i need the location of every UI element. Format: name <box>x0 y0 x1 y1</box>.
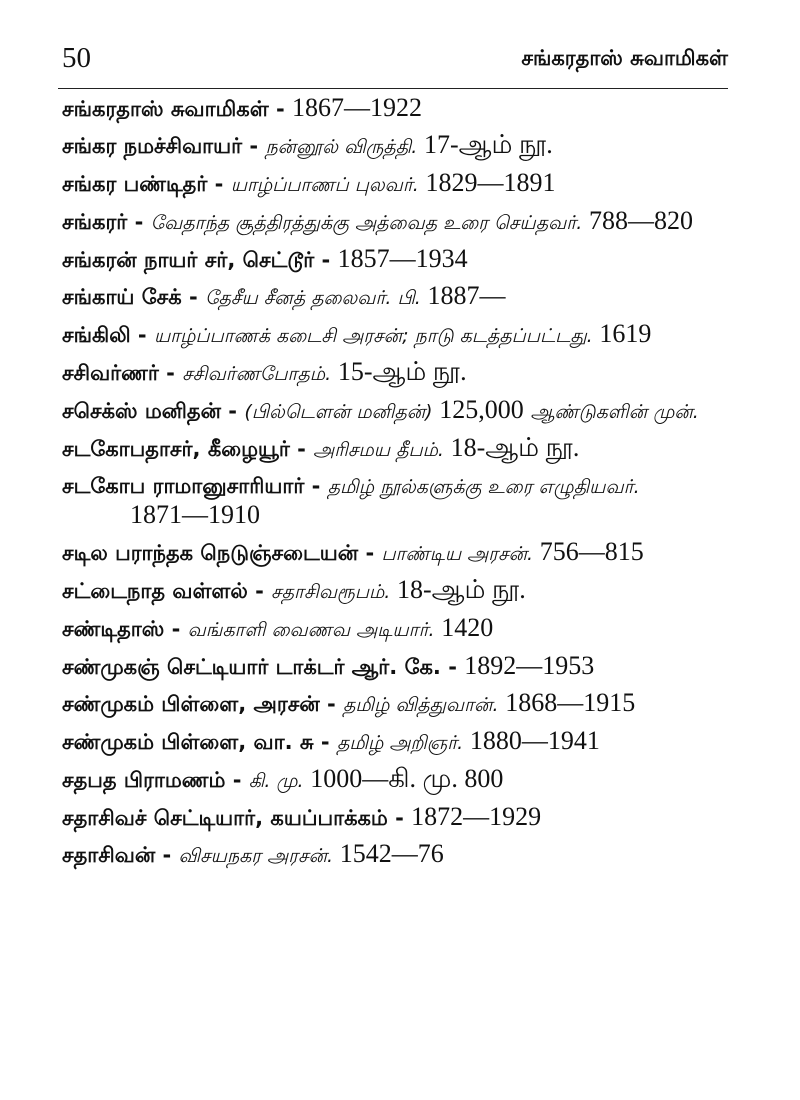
entry-term: சண்டிதாஸ் <box>62 617 165 641</box>
entry-date: 756—815 <box>539 537 644 566</box>
entry <box>62 614 726 644</box>
entry-date: 1829—1891 <box>425 168 556 197</box>
entry <box>62 472 726 530</box>
entry-term: சதபத பிராமணம் <box>62 768 226 792</box>
entry <box>62 169 726 199</box>
entry-date: 1872—1929 <box>411 802 542 831</box>
entry <box>62 434 726 464</box>
entry-separator: - <box>313 730 337 754</box>
entry-separator: - <box>289 437 314 461</box>
entry-description: யாழ்ப்பாணக் கடைசி அரசன்; நாடு கடத்தப்பட்டது. <box>153 325 593 347</box>
entry-date: 1871—1910 <box>130 500 260 529</box>
entry-term: சட்டைநாத வள்ளல் <box>62 579 248 603</box>
entry-date: 18-ஆம் நூ. <box>450 433 580 462</box>
entry-term: சங்கர பண்டிதர் <box>62 172 208 196</box>
entry-separator: - <box>314 248 338 272</box>
entry <box>62 689 726 719</box>
entry-date: 1867—1922 <box>292 93 422 122</box>
entry-term: சண்முகஞ் செட்டியார் டாக்டர் ஆர். கே. <box>62 655 441 679</box>
entry-separator: - <box>127 210 151 234</box>
entry-term: சதாசிவச் செட்டியார், கயப்பாக்கம் <box>62 806 388 830</box>
entry <box>62 396 726 426</box>
entry-separator: - <box>181 285 206 309</box>
entry-description: யாழ்ப்பாணப் புலவர். <box>230 174 419 196</box>
entry <box>62 320 726 350</box>
entry-date: 1000—கி. மு. 800 <box>310 764 504 793</box>
entry <box>62 131 726 161</box>
entry-term: சதாசிவன் <box>62 843 156 867</box>
entry-term: சடகோபதாசர், கீழையூர் <box>62 437 290 461</box>
entry-description: வேதாந்த சூத்திரத்துக்கு அத்வைத உரை செய்தவர். <box>150 212 583 234</box>
entry <box>62 765 726 795</box>
entry-separator: - <box>220 399 245 423</box>
page-header <box>58 42 728 82</box>
entry-date: 18-ஆம் நூ. <box>397 575 526 604</box>
entry-term: சங்கரர் <box>62 210 128 234</box>
entry-separator: - <box>247 579 272 603</box>
entry <box>62 727 726 757</box>
entry-separator: - <box>440 655 465 679</box>
entry-date: 1892—1953 <box>464 651 595 680</box>
entry-term: சசெக்ஸ் மனிதன் <box>62 399 221 423</box>
entry-separator: - <box>242 134 266 158</box>
entry-separator: - <box>358 541 382 565</box>
entry-term: சங்கரதாஸ் சுவாமிகள் <box>62 97 269 121</box>
entry-description: சசிவர்ணபோதம். <box>182 363 332 385</box>
entry-list <box>62 94 726 878</box>
entry-description: விசயநகர அரசன். <box>178 845 334 867</box>
entry-date: 1619 <box>599 319 652 348</box>
entry-separator: - <box>130 323 154 347</box>
entry-separator: - <box>164 617 188 641</box>
entry-separator: - <box>158 361 183 385</box>
entry-separator: - <box>155 843 179 867</box>
entry-description: வங்காளி வைணவ அடியார். <box>187 619 435 641</box>
entry <box>62 803 726 832</box>
entry-description: நன்னூல் விருத்தி. <box>265 136 418 158</box>
entry-separator: - <box>319 692 344 716</box>
entry-term: சங்கிலி <box>62 323 131 347</box>
entry-description: தமிழ் வித்துவான். <box>343 694 499 716</box>
entry-description: சதாசிவரூபம். <box>271 581 391 603</box>
entry-term: சசிவர்ணர் <box>62 361 159 385</box>
entry <box>62 282 726 312</box>
entry-separator: - <box>304 474 328 498</box>
entry-description: கி. மு. <box>248 770 304 792</box>
entry-date: 1868—1915 <box>505 688 636 717</box>
entry-term: சடில பராந்தக நெடுஞ்சடையன் <box>62 541 359 565</box>
entry-term: சண்முகம் பிள்ளை, வா. சு <box>62 730 314 754</box>
entry-description: தமிழ் நூல்களுக்கு உரை எழுதியவர். <box>327 476 640 498</box>
entry-date: 15-ஆம் நூ. <box>337 357 467 386</box>
entry-term: சங்கரன் நாயர் சர், செட்டூர் <box>62 248 315 272</box>
entry-separator: - <box>207 172 231 196</box>
entry-term: சங்கர நமச்சிவாயர் <box>62 134 243 158</box>
entry-separator: - <box>225 768 249 792</box>
entry-date: 125,000 <box>439 395 524 424</box>
entry-term: சண்முகம் பிள்ளை, அரசன் <box>62 692 320 716</box>
entry-date: 1857—1934 <box>337 244 468 273</box>
entry <box>62 358 726 388</box>
entry-description: பாண்டிய அரசன். <box>381 543 534 565</box>
entry-description-tail: ஆண்டுகளின் முன். <box>530 401 699 423</box>
entry <box>62 207 726 237</box>
entry-date: 1887— <box>427 281 506 310</box>
entry <box>62 94 726 123</box>
entry <box>62 840 726 870</box>
entry-date: 17-ஆம் நூ. <box>423 130 553 159</box>
entry <box>62 652 726 681</box>
entry-separator: - <box>268 97 292 121</box>
entry-separator: - <box>387 806 412 830</box>
entry-date: 788—820 <box>588 206 693 235</box>
entry-date: 1880—1941 <box>469 726 600 755</box>
entry <box>62 576 726 606</box>
entry <box>62 245 726 274</box>
entry-description: அரிசமய தீபம். <box>313 439 444 461</box>
entry-term: சடகோப ராமானுசாரியார் <box>62 474 305 498</box>
entry-description: (பில்டௌன் மனிதன்) <box>244 401 433 423</box>
entry <box>62 538 726 568</box>
entry-date: 1420 <box>441 613 494 642</box>
entry-date: 1542—76 <box>339 839 444 868</box>
header-rule <box>58 88 728 89</box>
entry-description: தேசீய சீனத் தலைவர். பி. <box>205 287 421 309</box>
page-number: 50 <box>62 42 91 74</box>
entry-term: சங்காய் சேக் <box>62 285 182 309</box>
running-head: சங்கரதாஸ் சுவாமிகள் <box>521 46 728 70</box>
entry-description: தமிழ் அறிஞர். <box>336 732 464 754</box>
